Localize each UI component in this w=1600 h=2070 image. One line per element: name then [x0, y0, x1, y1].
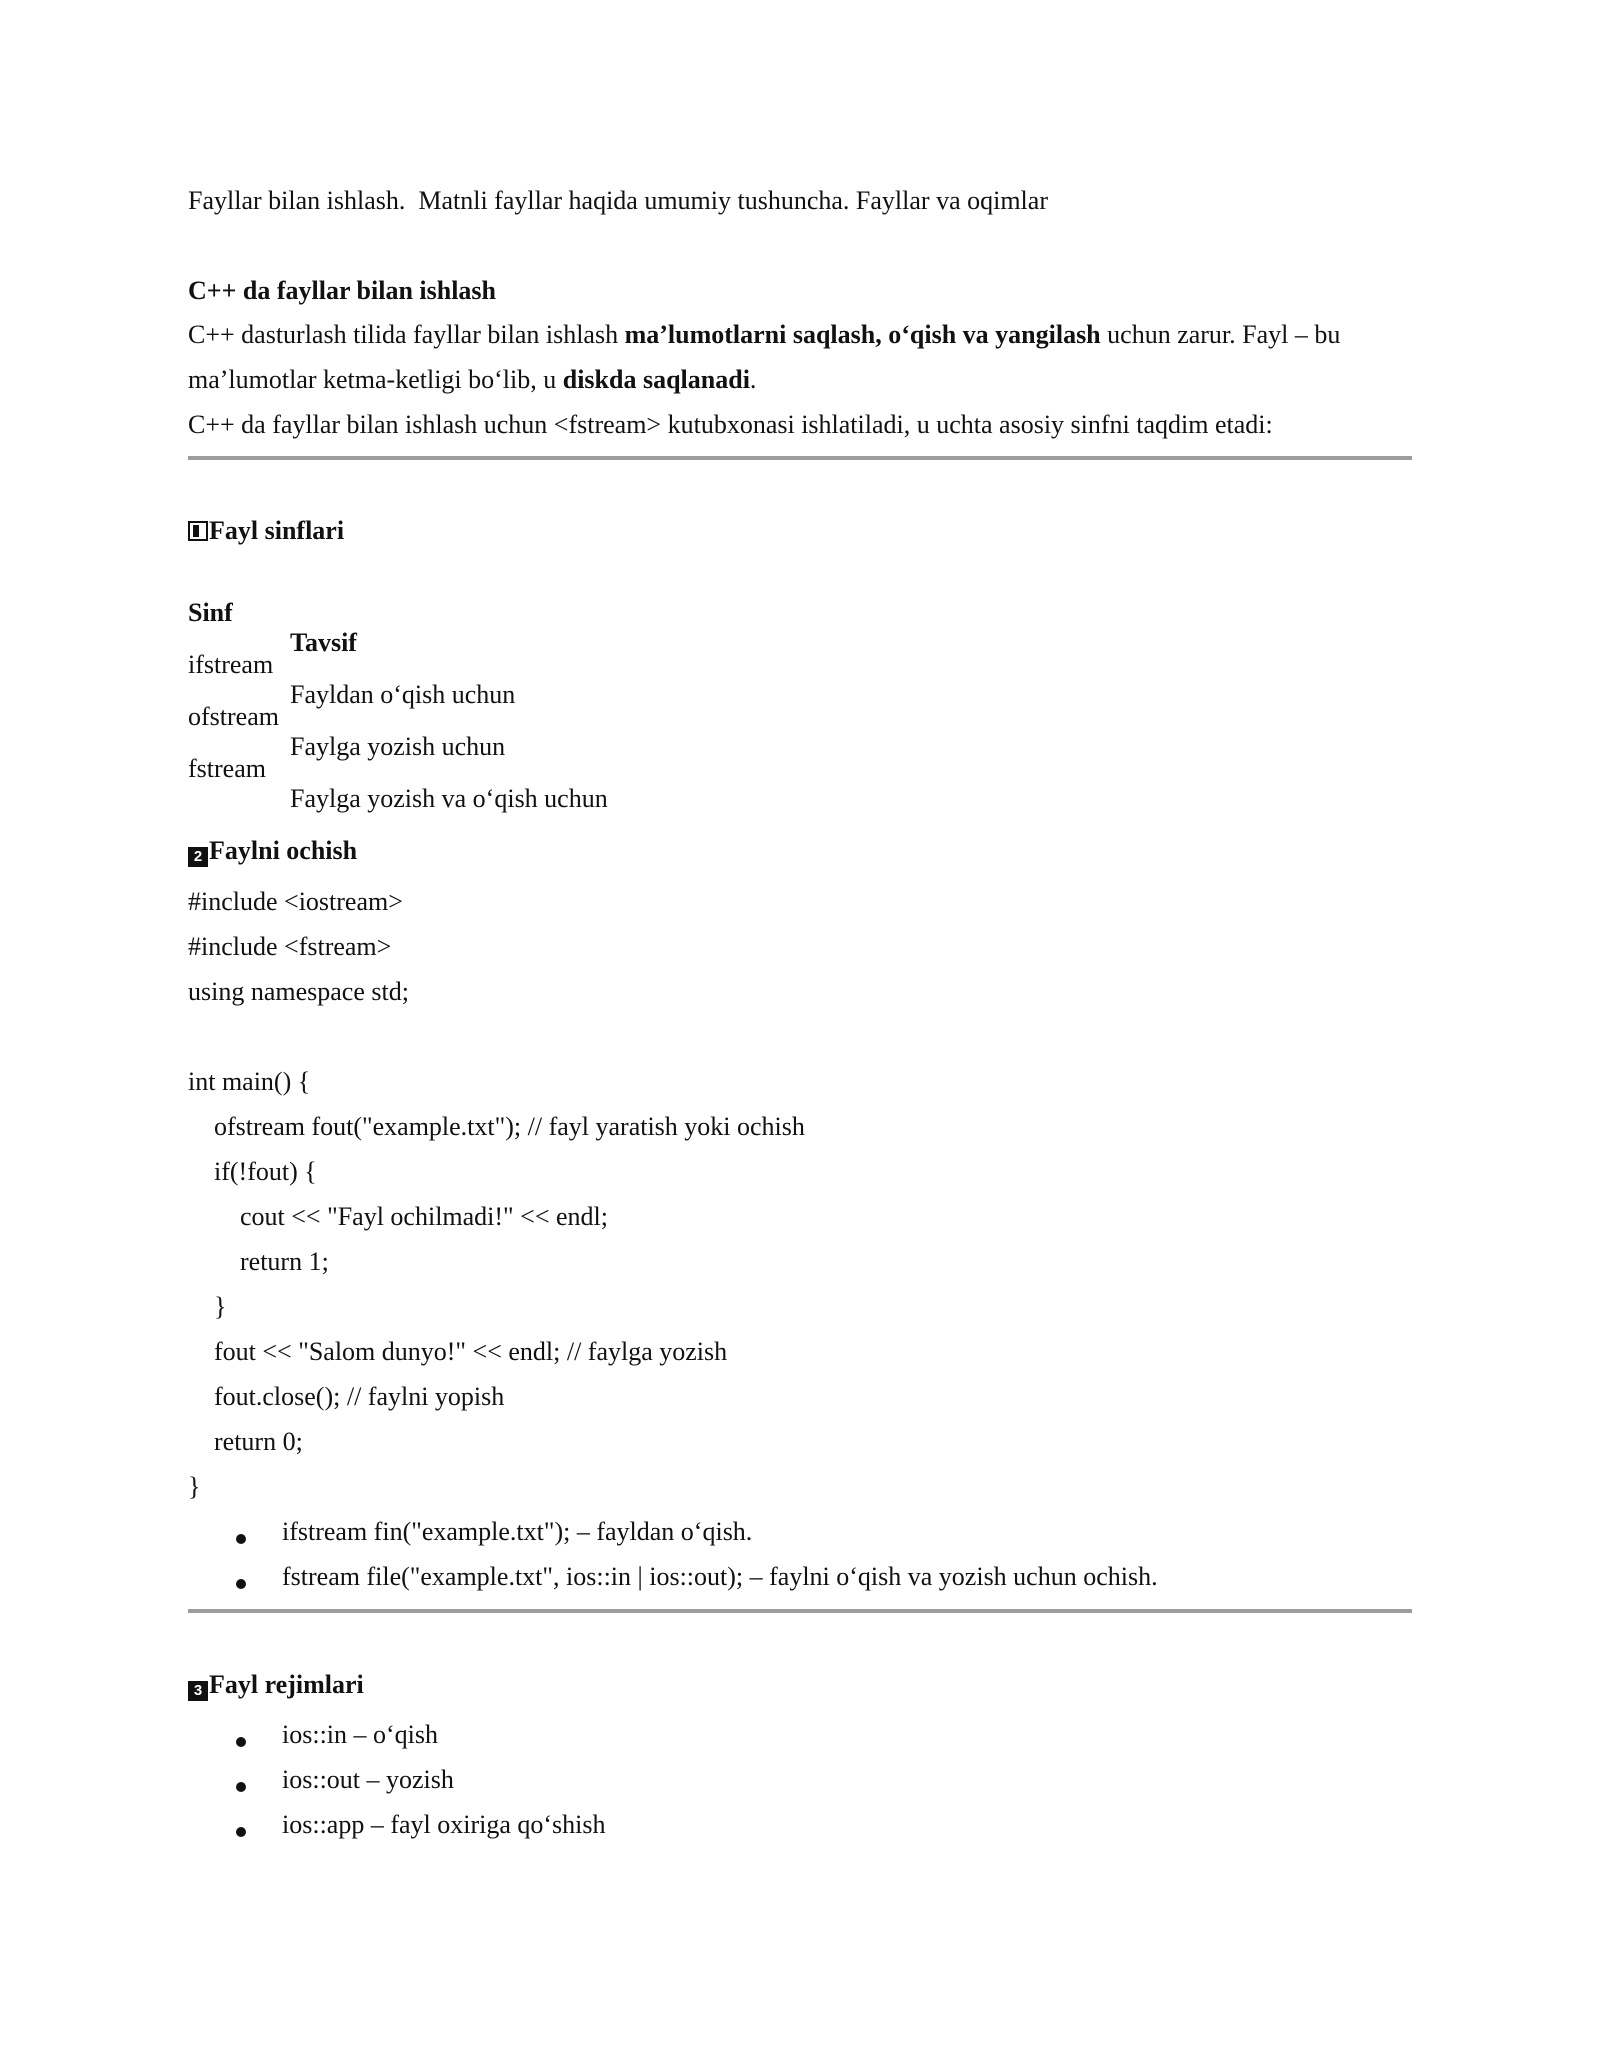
intro-paragraph-line-1: C++ dasturlash tilida fayllar bilan ishlash ma’lumotlarni saqlash, o‘qish va yangilash uchun zarur. Fayl – bu: [188, 320, 1341, 349]
intro-paragraph-line-3: C++ da fayllar bilan ishlash uchun <fstream> kutubxonasi ishlatiladi, u uchta asosiy sinfni taqdim etadi:: [188, 410, 1273, 439]
number-2-icon: 2: [188, 847, 208, 867]
bullet-icon: [236, 1534, 246, 1544]
code-line: #include <iostream>: [188, 887, 403, 916]
document-title: Fayllar bilan ishlash. Matnli fayllar haqida umumiy tushuncha. Fayllar va oqimlar: [188, 186, 1048, 215]
bullet-icon: [236, 1782, 246, 1792]
code-line: }: [188, 1292, 227, 1321]
horizontal-rule: [188, 456, 1412, 460]
code-line: }: [188, 1472, 201, 1501]
bullet-icon: [236, 1579, 246, 1589]
list-item: ifstream fin("example.txt"); – fayldan o‘qish.: [282, 1517, 753, 1546]
code-line: if(!fout) {: [188, 1157, 317, 1186]
section2-heading: 2 Faylni ochish: [188, 836, 357, 867]
code-line: fout << "Salom dunyo!" << endl; // faylga yozish: [188, 1337, 728, 1366]
section3-heading: 3 Fayl rejimlari: [188, 1670, 364, 1701]
code-line: cout << "Fayl ochilmadi!" << endl;: [188, 1202, 608, 1231]
intro-paragraph-line-2: ma’lumotlar ketma-ketligi bo‘lib, u diskda saqlanadi.: [188, 365, 757, 394]
bullet-icon: [236, 1737, 246, 1747]
list-item: ios::app – fayl oxiriga qo‘shish: [282, 1810, 606, 1839]
table-header-tavsif: Tavsif: [290, 628, 357, 657]
section1-heading: Fayl sinflari: [188, 516, 344, 546]
list-item: ios::out – yozish: [282, 1765, 454, 1794]
code-line: using namespace std;: [188, 977, 409, 1006]
horizontal-rule: [188, 1609, 1412, 1613]
list-item: fstream file("example.txt", ios::in | ios::out); – faylni o‘qish va yozish uchun ochish.: [282, 1562, 1158, 1591]
table-header-sinf: Sinf: [188, 598, 233, 627]
code-line: return 1;: [188, 1247, 329, 1276]
intro-heading: C++ da fayllar bilan ishlash: [188, 276, 497, 305]
bullet-icon: [236, 1827, 246, 1837]
code-line: ofstream fout("example.txt"); // fayl yaratish yoki ochish: [188, 1112, 805, 1141]
code-line: fout.close(); // faylni yopish: [188, 1382, 505, 1411]
code-line: #include <fstream>: [188, 932, 392, 961]
table-row: ofstream Faylga yozish uchun: [188, 702, 506, 761]
table-row: ifstream Fayldan o‘qish uchun: [188, 650, 516, 709]
number-3-icon: 3: [188, 1681, 208, 1701]
number-1-icon: [188, 521, 208, 541]
list-item: ios::in – o‘qish: [282, 1720, 439, 1749]
code-line: int main() {: [188, 1067, 311, 1096]
table-row: fstream Faylga yozish va o‘qish uchun: [188, 754, 608, 813]
code-line: return 0;: [188, 1427, 303, 1456]
